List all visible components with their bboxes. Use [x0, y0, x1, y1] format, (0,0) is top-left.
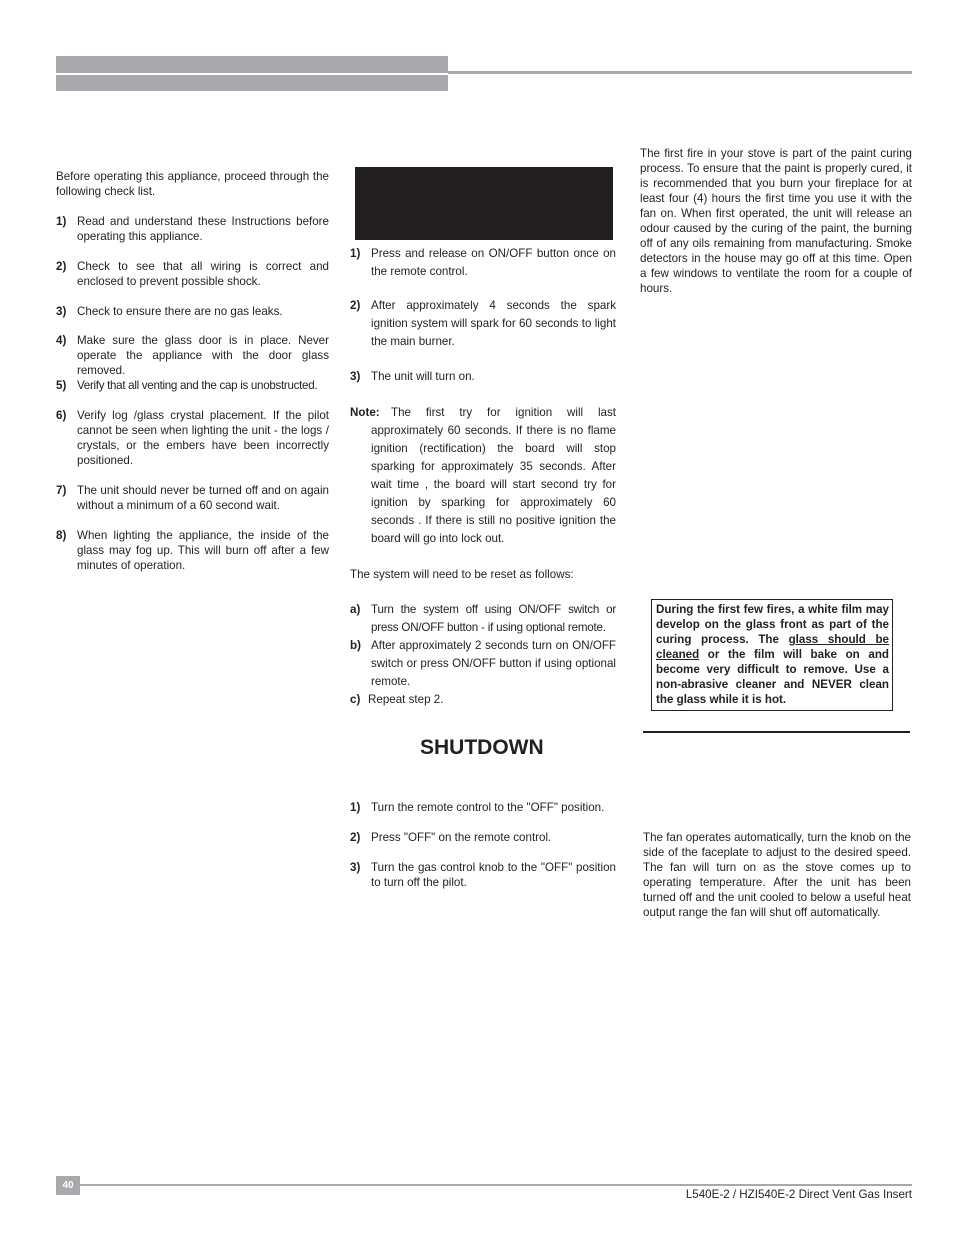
item-number: 2) — [56, 260, 67, 273]
shutdown-step — [350, 830, 616, 845]
shutdown-heading: SHUTDOWN — [420, 736, 544, 759]
checklist-item — [56, 214, 329, 244]
shutdown-step — [350, 860, 616, 890]
item-text: Read and understand these Instructions before operating this appliance. — [77, 215, 329, 243]
item-text: Make sure the glass door is in place. Never operate the appliance with the door glass removed. — [77, 334, 329, 377]
step-letter: c) — [350, 693, 361, 706]
lighting-step — [350, 368, 616, 386]
reset-step — [350, 637, 616, 691]
page-number: 40 — [62, 1180, 74, 1191]
step-letter: a) — [350, 603, 361, 616]
step-text: Press "OFF" on the remote control. — [371, 831, 552, 844]
item-number: 7) — [56, 484, 67, 497]
checklist-item — [56, 408, 329, 468]
warning-box — [651, 599, 893, 711]
ignition-note — [350, 404, 616, 548]
item-text: Check to ensure there are no gas leaks. — [77, 305, 283, 318]
header-rule — [448, 71, 912, 74]
lighting-step — [350, 297, 616, 351]
checklist-item — [56, 528, 329, 573]
checklist-item — [56, 304, 329, 319]
step-text: Turn the gas control knob to the "OFF" position to turn off the pilot. — [371, 861, 616, 889]
step-number: 3) — [350, 370, 361, 383]
curing-paragraph: The first fire in your stove is part of the paint curing process. To ensure that the paint is properly cured, it is recommended that you burn your fireplace for at least four (4) hours the first time you use it with the fan on. When first operated, the unit will release an odour caused by the curing of the paint, the burning off of any oils remaining from manufacturing. Smoke detectors in the house may go off at this time. Open a few windows to ventilate the room for a couple of hours. — [640, 147, 912, 295]
note-label: Note: — [350, 406, 380, 419]
item-text: Check to see that all wiring is correct and enclosed to prevent possible shock. — [77, 260, 329, 288]
checklist-item — [56, 378, 329, 393]
item-number: 6) — [56, 409, 67, 422]
step-number: 1) — [350, 801, 361, 814]
lighting-step — [350, 245, 616, 281]
step-text: After approximately 4 seconds the spark ignition system will spark for 60 seconds to light the main burner. — [371, 299, 616, 348]
section-rule — [643, 731, 910, 733]
step-text: Turn the system off using ON/OFF switch or press ON/OFF button - if using optional remote. — [371, 603, 616, 634]
header-bar-bottom — [56, 75, 448, 91]
step-number: 2) — [350, 831, 361, 844]
item-number: 4) — [56, 334, 67, 347]
step-letter: b) — [350, 639, 361, 652]
checklist-item — [56, 483, 329, 513]
step-text: After approximately 2 seconds turn on ON/OFF switch or press ON/OFF button if using optional remote. — [371, 639, 616, 688]
fan-paragraph: The fan operates automatically, turn the knob on the side of the faceplate to adjust to the desired speed. The fan will turn on as the stove comes up to operating temperature. After the unit has been turned off and the unit cooled to below a useful heat output range the fan will shut off automatically. — [643, 831, 911, 919]
header-bar-top — [56, 56, 448, 73]
footer-rule — [56, 1184, 912, 1186]
warning-part1: During the first few fires, a white film may develop on the glass front as part of the curing process. The — [656, 603, 889, 646]
step-number: 3) — [350, 861, 361, 874]
step-text: Turn the remote control to the "OFF" position. — [371, 801, 605, 814]
item-text: The unit should never be turned off and on again without a minimum of a 60 second wait. — [77, 484, 329, 512]
item-number: 1) — [56, 215, 67, 228]
reset-step — [350, 601, 616, 637]
item-text: Verify log /glass crystal placement. If the pilot cannot be seen when lighting the unit - the logs / crystals, or the embers have been incorrectly positioned. — [77, 409, 329, 467]
step-text: Repeat step 2. — [368, 693, 444, 706]
item-text: When lighting the appliance, the inside of the glass may fog up. This will burn off after a few minutes of operation. — [77, 529, 329, 572]
item-number: 8) — [56, 529, 67, 542]
item-text: Verify that all venting and the cap is unobstructed. — [77, 379, 318, 392]
reset-step — [350, 691, 616, 709]
warning-text — [656, 602, 889, 707]
warning-underlined: glass should be cleaned — [656, 633, 890, 661]
step-text: Press and release on ON/OFF button once on the remote control. — [371, 247, 616, 278]
note-text: The first try for ignition will last approximately 60 seconds. If there is no flame ignition (rectification) the board will stop sparking for approximately 35 seconds. After wait time , the board will start second try for ignition by sparking for approximately 60 seconds . If there is still no positive ignition the board will go into lock out. — [371, 406, 616, 545]
step-number: 1) — [350, 247, 361, 260]
black-heading-box — [355, 167, 613, 240]
shutdown-step — [350, 800, 616, 815]
step-text: The unit will turn on. — [371, 370, 475, 383]
item-number: 3) — [56, 305, 67, 318]
warning-part2: or the film will bake on and become very difficult to remove. Use a non-abrasive cleaner and NEVER clean the glass while it is hot. — [656, 648, 889, 706]
checklist-item — [56, 333, 329, 377]
checklist-intro: Before operating this appliance, proceed through the following check list. — [56, 170, 329, 198]
item-number: 5) — [56, 379, 67, 392]
checklist-item — [56, 259, 329, 289]
reset-intro: The system will need to be reset as follows: — [350, 568, 574, 581]
footer-doc-title: L540E-2 / HZI540E-2 Direct Vent Gas Insert — [685, 1188, 912, 1201]
step-number: 2) — [350, 299, 361, 312]
